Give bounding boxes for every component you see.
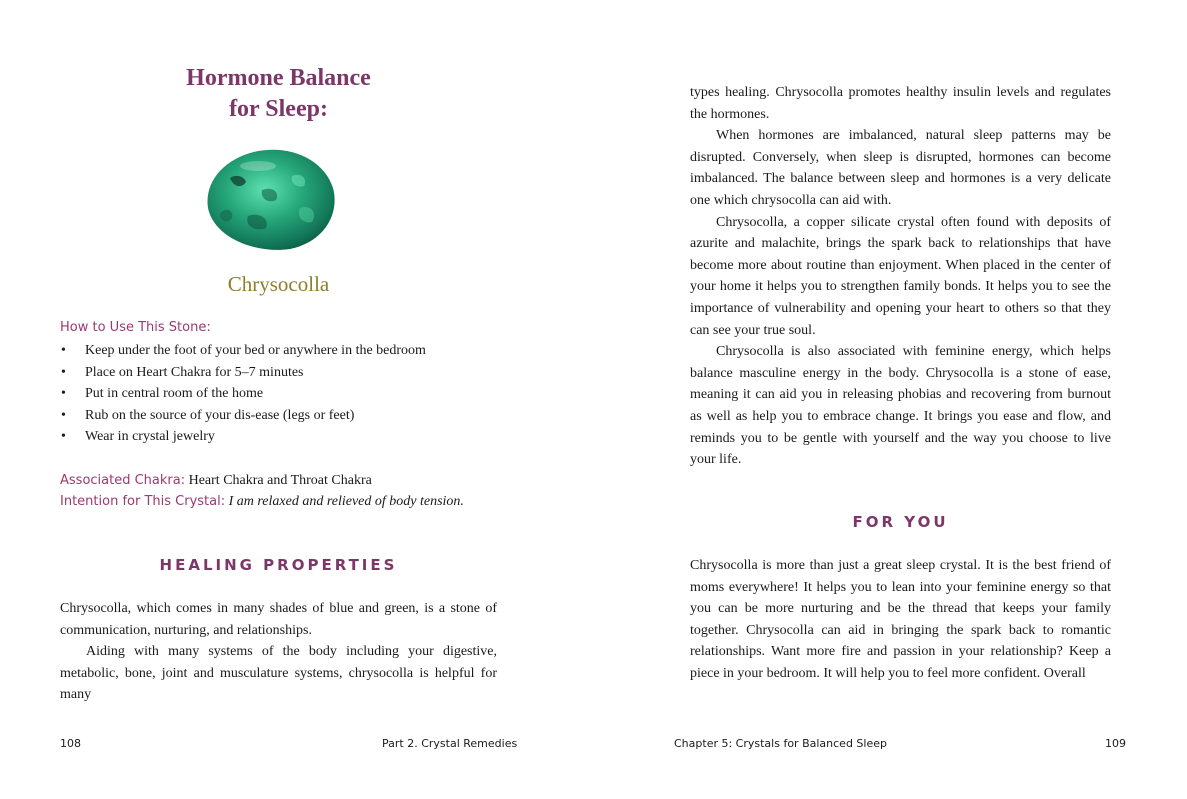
continued-body: [690, 82, 1111, 471]
list-item: • Put in central room of the home: [60, 383, 500, 405]
title-line-1: Hormone Balance: [186, 65, 371, 91]
chapter-title: [60, 63, 497, 125]
for-you-heading: FOR YOU: [852, 513, 949, 531]
paragraph: Chrysocolla is also associated with feminine energy, which helps balance masculine energy in the body. Chrysocolla is a stone of ease, meaning it can aid you in releasing phobias and recovering from burnout as well as help you to embrace change. It brings you ease and flow, and reminds you to be gentle with yourself and the way you choose to live your life.: [690, 344, 1111, 468]
healing-body: [60, 598, 497, 706]
associated-chakra: [60, 470, 372, 491]
paragraph: types healing. Chrysocolla promotes healthy insulin levels and regulates the hormones.: [690, 85, 1111, 122]
paragraph: Aiding with many systems of the body including your digestive, metabolic, bone, joint and musculature systems, chrysocolla is helpful for many: [60, 644, 497, 703]
healing-properties-heading: HEALING PROPERTIES: [159, 556, 398, 574]
intention-label: Intention for This Crystal:: [60, 494, 226, 509]
title-line-2: for Sleep:: [229, 96, 328, 122]
crystal-intention: [60, 491, 464, 512]
page-number-left: 108: [60, 737, 81, 750]
running-head-right: Chapter 5: Crystals for Balanced Sleep: [674, 737, 887, 750]
intention-value: I am relaxed and relieved of body tension.: [228, 494, 464, 509]
running-head-left: Part 2. Crystal Remedies: [382, 737, 518, 750]
paragraph: When hormones are imbalanced, natural sleep patterns may be disrupted. Conversely, when sleep is disrupted, hormones can become imbalanced. The balance between sleep and hormones is a very delicate one which chrysocolla can aid with.: [690, 128, 1111, 208]
paragraph: Chrysocolla, which comes in many shades of blue and green, is a stone of communication, nurturing, and relationships.: [60, 601, 497, 638]
left-page: [0, 0, 593, 799]
stone-name: Chrysocolla: [227, 272, 330, 296]
list-item: • Rub on the source of your dis-ease (legs or feet): [60, 405, 500, 427]
list-item: • Wear in crystal jewelry: [60, 426, 500, 448]
paragraph: Chrysocolla, a copper silicate crystal often found with deposits of azurite and malachite, brings the spark back to relationships that have become more about routine than enjoyment. When placed in the center of your home it helps you to strengthen family bonds. It helps you to see the importance of vulnerability and opening your heart to others so that they can see your true soul.: [690, 214, 1111, 338]
list-item: • Keep under the foot of your bed or anywhere in the bedroom: [60, 340, 500, 362]
chakra-value: Heart Chakra and Throat Chakra: [188, 473, 372, 488]
uses-list: [60, 340, 500, 448]
chakra-label: Associated Chakra:: [60, 473, 186, 488]
right-page: [594, 0, 1187, 799]
list-item: • Place on Heart Chakra for 5–7 minutes: [60, 362, 500, 384]
page-number-right: 109: [1105, 737, 1126, 750]
how-to-use-heading: How to Use This Stone:: [60, 320, 211, 335]
paragraph: Chrysocolla is more than just a great sleep crystal. It is the best friend of moms everywhere! It helps you to lean into your feminine energy so that you can be more nurturing and be the thread that keeps your family together. Chrysocolla can aid in bringing the spark back to romantic relationships. Want more fire and passion in your relationship? Keep a piece in your bedroom. It will help you to feel more confident. Overall: [690, 558, 1111, 681]
chrysocolla-stone-image: [200, 146, 337, 252]
for-you-body: [690, 555, 1111, 685]
